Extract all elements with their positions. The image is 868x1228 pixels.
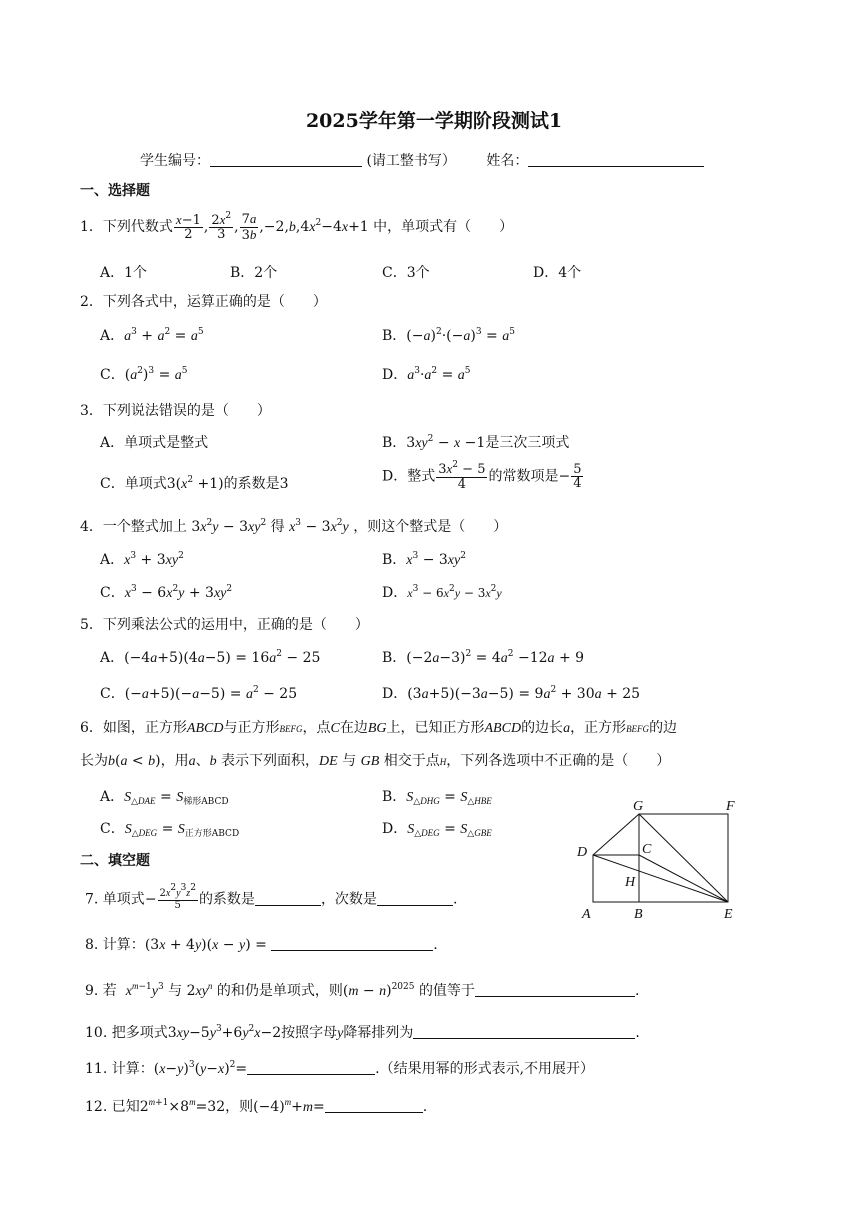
q9-blank[interactable] <box>475 981 635 997</box>
q2-option-d[interactable]: D．$a^3\cdot a^2 = a^5$ <box>382 366 471 383</box>
student-id-label: 学生编号： <box>140 153 210 169</box>
label-b: B <box>634 907 643 922</box>
q3-c-text: C．单项式 <box>100 476 167 492</box>
q5-option-c[interactable]: C．$(-a+5)(-a-5) = a^2 - 25$ <box>100 685 298 702</box>
segment-ge <box>639 814 728 902</box>
q6-text: ，点 <box>302 720 331 736</box>
q10-text: . <box>635 1025 640 1041</box>
q9-text: . <box>634 983 640 999</box>
q1-option-c[interactable]: C．3个 <box>382 265 430 281</box>
question-6-line-1: 6．如图，正方形ABCD与正方形BEFG，点C在边BG上，已知正方形ABCD的边长a，正方形BEFG的边 <box>80 720 678 736</box>
question-9: 9. 若 $x^{m-1}y^3$ 与 $2xy^n$ 的和仍是单项式，则$(m - n)^{2025}$ 的值等于 . <box>85 981 640 999</box>
question-2: 2．下列各式中，运算正确的是（ ） <box>80 294 327 310</box>
geometry-figure <box>570 794 750 924</box>
question-11: 11. 计算：$(x-y)^3(y-x)^2=$ .（结果用幂的形式表示,不用展开） <box>85 1060 595 1077</box>
name-label: 姓名： <box>486 153 529 169</box>
q7-text: 的系数是 <box>198 891 255 908</box>
label-h: H <box>625 875 636 890</box>
q6-text: 6．如图，正方形 <box>80 720 187 736</box>
q4-option-a[interactable]: A．$x^3 + 3xy^2$ <box>100 551 184 568</box>
q6-text: 的边 <box>649 720 678 736</box>
q3-b-text: 是三次三项式 <box>485 435 570 451</box>
q5-option-d[interactable]: D．$(3a+5)(-3a-5) = 9a^2 + 30a + 25$ <box>382 685 641 702</box>
q3-d-text: D．整式 <box>382 468 436 485</box>
q6-text: 表示下列面积， <box>221 753 320 769</box>
segment-dg <box>593 814 639 855</box>
label-g: G <box>633 799 644 814</box>
q7-blank-coefficient[interactable] <box>255 890 321 906</box>
q3-option-c[interactable]: C．单项式$3(x^2 +1)$的系数是3 <box>100 475 289 492</box>
question-10: 10. 把多项式$3xy-5y^3+6y^2x-2$按照字母y降幂排列为 . <box>85 1024 640 1041</box>
q6-option-b[interactable]: B．$S_{\triangle DHG} = S_{\triangle HBE}$ <box>382 789 492 807</box>
segment-ce <box>639 855 728 902</box>
label-c: C <box>642 842 652 857</box>
q6-text: 在边 <box>339 720 368 736</box>
q9-text: 的和仍是单项式，则 <box>216 983 343 999</box>
q8-text: 8. 计算： <box>85 937 145 953</box>
q3-option-a[interactable]: A．单项式是整式 <box>100 435 209 451</box>
q4-stem-mid: 得 <box>270 519 285 535</box>
question-8: 8. 计算：(3x + 4y)(x − y) = . <box>85 937 438 953</box>
q1-option-b[interactable]: B．2个 <box>230 265 278 281</box>
q9-text: 的值等于 <box>418 983 475 999</box>
q6-text: ，下列各选项中不正确的是（ ） <box>446 753 671 769</box>
q1-stem: 1．下列代数式 <box>80 219 173 236</box>
label-f: F <box>726 799 735 814</box>
q11-text: .（结果用幂的形式表示,不用展开） <box>375 1061 595 1077</box>
q12-text: . <box>422 1099 428 1115</box>
q3-d-text-mid: 的常数项是 <box>488 468 559 485</box>
q6-text: 与 <box>342 753 357 769</box>
q10-text: 按照字母 <box>281 1025 338 1041</box>
q7-text: ，次数是 <box>320 891 377 908</box>
question-3: 3．下列说法错误的是（ ） <box>80 403 271 419</box>
question-6-line-2: 长为b(a < b)，用a、b 表示下列面积，DE 与 GB 相交于点H，下列各选项中不正确的是（ ） <box>80 753 671 769</box>
q6-sub-square: 正方形ABCD <box>184 829 240 839</box>
student-info-line <box>140 150 704 170</box>
q5-option-a[interactable]: A．$(-4a+5)(4a-5) = 16a^2 - 25$ <box>100 649 321 666</box>
q6-text: 与正方形 <box>223 720 280 736</box>
q6-text: 相交于点 <box>383 753 440 769</box>
student-id-field[interactable] <box>210 151 362 167</box>
section-fill-heading: 二、填空题 <box>80 853 150 869</box>
page-title: 2025学年第一学期阶段测试1 <box>305 110 563 132</box>
q7-blank-degree[interactable] <box>377 890 453 906</box>
q4-stem: 4．一个整式加上 <box>80 519 187 535</box>
section-choice-heading: 一、选择题 <box>80 183 150 199</box>
q6-text: ，正方形 <box>570 720 627 736</box>
q4-stem-end: ，则这个整式是（ ） <box>353 519 508 535</box>
q12-text: ，则 <box>225 1099 254 1115</box>
q2-option-c[interactable]: C．$(a^2)^3 = a^5$ <box>100 366 188 383</box>
q2-option-b[interactable]: B．$(-a)^2\cdot(-a)^3 = a^5$ <box>382 327 515 344</box>
q3-option-d[interactable]: D．整式 $\frac{3x^2 - 5}{4}$ 的常数项是− $\frac{5}{4}$ <box>382 460 582 492</box>
q7-text: 7. 单项式 <box>85 891 145 908</box>
q1-option-d[interactable]: D．4个 <box>533 265 582 281</box>
q6-sub-trapezoid: 梯形ABCD <box>183 797 229 807</box>
q5-option-b[interactable]: B．$(-2a-3)^2 = 4a^2 -12a + 9$ <box>382 649 585 666</box>
question-5: 5．下列乘法公式的运用中，正确的是（ ） <box>80 617 369 633</box>
q6-text: 、 <box>195 753 210 769</box>
q6-option-d[interactable]: D．$S_{\triangle DEG} = S_{\triangle GBE}$ <box>382 821 492 839</box>
name-field[interactable] <box>528 151 704 167</box>
q2-option-a[interactable]: A．$a^3 + a^2 = a^5$ <box>100 327 204 344</box>
write-neatly-note: (请工整书写） <box>366 153 456 169</box>
q8-text: . <box>433 937 438 953</box>
q4-option-c[interactable]: C．$x^3 - 6x^2y + 3xy^2$ <box>100 584 233 601</box>
q6-text: ，用 <box>160 753 189 769</box>
q9-text: 9. 若 <box>85 983 117 999</box>
q10-text: 降幂排列为 <box>343 1025 414 1041</box>
q4-option-b[interactable]: B．$x^3 - 3xy^2$ <box>382 551 466 568</box>
q12-text: 12. 已知 <box>85 1099 140 1115</box>
q12-blank[interactable] <box>325 1097 423 1113</box>
label-d: D <box>577 845 588 860</box>
q4-option-d[interactable]: D．$x^3 - 6x^2y - 3x^2y$ <box>382 584 502 601</box>
q6-text: 的边长 <box>521 720 564 736</box>
q3-option-b[interactable]: B．$3xy^2 - x -1$是三次三项式 <box>382 434 570 451</box>
q6-text: 长为 <box>80 753 108 769</box>
q8-blank[interactable] <box>271 935 433 951</box>
label-e: E <box>724 907 733 922</box>
q6-text: 上，已知正方形 <box>386 720 485 736</box>
q10-text: 10. 把多项式 <box>85 1025 168 1041</box>
q1-option-a[interactable]: A．1个 <box>100 265 148 281</box>
q9-text: 与 <box>168 983 183 999</box>
q10-blank[interactable] <box>413 1023 635 1039</box>
q6-option-a[interactable]: A．$S_{\triangle DAE} = S_{梯形ABCD}$ <box>100 789 229 807</box>
question-1: 1．下列代数式 $\frac{x-1}{2}$ , $\frac{2x^2}{3}$ , $\frac{7a}{3b}$ $,-2,b,4x^2-4x+1$ 中，单项式有（ ） <box>80 210 514 243</box>
q6-option-c[interactable]: C．$S_{\triangle DEG} = S_{正方形ABCD}$ <box>100 821 240 839</box>
q7-text: . <box>452 891 458 908</box>
q1-stem-end: 中，单项式有（ ） <box>373 219 514 236</box>
question-7: 7. 单项式− $\frac{2x^2y^3z^2}{5}$ 的系数是 ，次数是 . <box>85 883 458 911</box>
q11-text: 11. 计算： <box>85 1061 154 1077</box>
segment-de <box>593 855 728 902</box>
question-4: 4．一个整式加上 $3x^2y - 3xy^2$ 得 $x^3 - 3x^2y$ ，则这个整式是（ ） <box>80 518 508 535</box>
label-a: A <box>582 907 591 922</box>
q11-blank[interactable] <box>247 1059 375 1075</box>
question-12: 12. 已知$2^{m+1}\times 8^m=32$，则$(-4)^m+m=$ . <box>85 1097 428 1115</box>
q3-c-text-end: 的系数是3 <box>223 476 289 492</box>
